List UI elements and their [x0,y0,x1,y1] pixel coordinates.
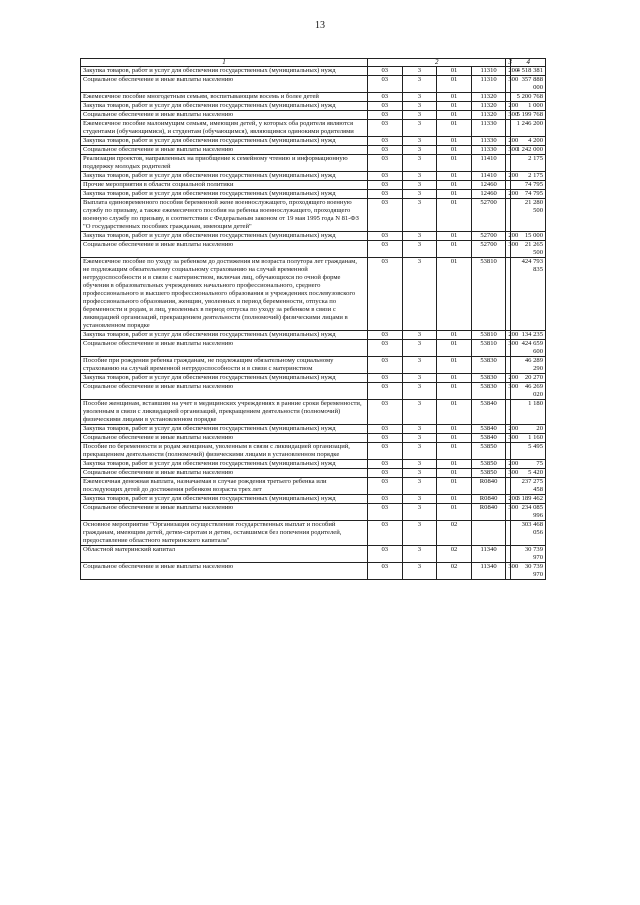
row-target-code: 12460 [471,190,506,199]
row-amount: 357 888 000 [511,76,546,93]
row-subsection: 3 [402,521,437,546]
table-header-row [81,59,546,67]
row-target-code: 11320 [471,111,506,120]
row-amount: 21 280 500 [511,199,546,232]
row-program: 01 [437,340,472,357]
table-row [81,469,546,478]
row-amount: 30 739 970 [511,546,546,563]
row-target-code: R0840 [471,495,506,504]
row-program: 01 [437,478,472,495]
row-expense-type: 300 [506,434,511,443]
row-name: Закупка товаров, работ и услуг для обеспечения государственных (муниципальных) нужд [81,172,368,181]
row-program: 01 [437,137,472,146]
row-target-code: R0840 [471,478,506,495]
table-row [81,340,546,357]
row-name: Социальное обеспечение и иные выплаты населению [81,146,368,155]
row-name: Закупка товаров, работ и услуг для обеспечения государственных (муниципальных) нужд [81,425,368,434]
table-row [81,383,546,400]
row-name: Пособие при рождении ребенка гражданам, не подлежащим обязательному социальному страхованию на случай временной нетрудоспособности и в связи с материнством [81,357,368,374]
table-row [81,111,546,120]
row-expense-type: 200 [506,190,511,199]
row-expense-type: 200 [506,172,511,181]
row-subsection: 3 [402,443,437,460]
row-subsection: 3 [402,495,437,504]
table-row [81,258,546,331]
row-name: Прочие мероприятия в области социальной политики [81,181,368,190]
row-expense-type: 200 [506,232,511,241]
row-amount: 5 200 768 [511,93,546,102]
header-col-3: 3 [506,59,511,67]
row-name: Социальное обеспечение и иные выплаты населению [81,383,368,400]
row-program: 01 [437,93,472,102]
table-row [81,146,546,155]
row-name: Социальное обеспечение и иные выплаты населению [81,434,368,443]
table-row [81,425,546,434]
row-program: 01 [437,434,472,443]
row-amount: 1 242 000 [511,146,546,155]
row-name: Закупка товаров, работ и услуг для обеспечения государственных (муниципальных) нужд [81,495,368,504]
table-row [81,400,546,425]
table-row [81,460,546,469]
row-section: 03 [368,504,403,521]
row-program: 01 [437,460,472,469]
row-subsection: 3 [402,241,437,258]
row-expense-type: 200 [506,374,511,383]
row-expense-type: 300 [506,111,511,120]
row-name: Закупка товаров, работ и услуг для обеспечения государственных (муниципальных) нужд [81,67,368,76]
row-subsection: 3 [402,469,437,478]
row-target-code: 52700 [471,199,506,232]
row-target-code: 53830 [471,374,506,383]
row-subsection: 3 [402,258,437,331]
row-section: 03 [368,340,403,357]
budget-table [80,58,546,580]
row-subsection: 3 [402,199,437,232]
row-amount: 4 518 381 [511,67,546,76]
row-amount: 5 495 [511,443,546,460]
row-section: 03 [368,478,403,495]
row-amount: 234 085 996 [511,504,546,521]
row-amount: 30 739 970 [511,563,546,580]
row-expense-type: 300 [506,383,511,400]
row-expense-type: 300 [506,563,511,580]
table-row [81,190,546,199]
row-expense-type: 300 [506,76,511,93]
row-program: 01 [437,190,472,199]
row-name: Закупка товаров, работ и услуг для обеспечения государственных (муниципальных) нужд [81,232,368,241]
row-name: Социальное обеспечение и иные выплаты населению [81,504,368,521]
row-expense-type: 300 [506,469,511,478]
table-row [81,137,546,146]
row-program: 01 [437,232,472,241]
row-name: Социальное обеспечение и иные выплаты населению [81,241,368,258]
row-target-code: 52700 [471,241,506,258]
row-name: Областной материнский капитал [81,546,368,563]
row-subsection: 3 [402,93,437,102]
row-subsection: 3 [402,146,437,155]
row-expense-type: 200 [506,425,511,434]
row-name: Пособие по беременности и родам женщинам, уволенным в связи с ликвидацией организаций, прекращением деятельности (полномочий) физическими лицами в установленном порядке [81,443,368,460]
row-expense-type: 200 [506,495,511,504]
row-program: 01 [437,241,472,258]
row-target-code: 53830 [471,357,506,374]
row-name: Социальное обеспечение и иные выплаты населению [81,469,368,478]
table-row [81,76,546,93]
row-subsection: 3 [402,563,437,580]
row-section: 03 [368,199,403,232]
row-target-code: 53810 [471,258,506,331]
row-program: 02 [437,563,472,580]
row-section: 03 [368,172,403,181]
row-name: Закупка товаров, работ и услуг для обеспечения государственных (муниципальных) нужд [81,460,368,469]
row-target-code: 53810 [471,331,506,340]
row-section: 03 [368,434,403,443]
row-section: 03 [368,120,403,137]
row-section: 03 [368,76,403,93]
row-amount: 75 [511,460,546,469]
row-subsection: 3 [402,331,437,340]
row-program: 01 [437,258,472,331]
row-section: 03 [368,460,403,469]
row-program: 01 [437,181,472,190]
table-row [81,120,546,137]
page-number: 13 [315,20,325,31]
row-name: Ежемесячная денежная выплата, назначаемая в случае рождения третьего ребенка или последующих детей до достижения ребенком возраста трех лет [81,478,368,495]
table-row [81,357,546,374]
row-section: 03 [368,102,403,111]
row-amount: 4 200 [511,137,546,146]
row-target-code: 11310 [471,67,506,76]
row-amount: 1 246 200 [511,120,546,137]
row-target-code: 53840 [471,425,506,434]
row-name: Закупка товаров, работ и услуг для обеспечения государственных (муниципальных) нужд [81,137,368,146]
row-expense-type: 200 [506,137,511,146]
row-expense-type: 200 [506,67,511,76]
row-program: 01 [437,111,472,120]
row-section: 03 [368,146,403,155]
row-name: Закупка товаров, работ и услуг для обеспечения государственных (муниципальных) нужд [81,102,368,111]
row-expense-type: 200 [506,460,511,469]
row-subsection: 3 [402,460,437,469]
row-program: 01 [437,146,472,155]
row-name: Социальное обеспечение и иные выплаты населению [81,563,368,580]
row-expense-type: 200 [506,102,511,111]
row-section: 03 [368,521,403,546]
row-expense-type: 300 [506,241,511,258]
row-target-code: 11310 [471,76,506,93]
table-row [81,181,546,190]
row-amount: 74 795 [511,190,546,199]
row-subsection: 3 [402,425,437,434]
row-target-code: 11340 [471,546,506,563]
row-amount: 20 [511,425,546,434]
row-section: 03 [368,155,403,172]
row-expense-type: 300 [506,340,511,357]
row-amount: 46 289 290 [511,357,546,374]
row-section: 03 [368,400,403,425]
row-program: 01 [437,102,472,111]
row-subsection: 3 [402,478,437,495]
row-amount: 424 659 600 [511,340,546,357]
row-target-code: 53850 [471,469,506,478]
row-target-code: 11330 [471,137,506,146]
row-name: Закупка товаров, работ и услуг для обеспечения государственных (муниципальных) нужд [81,374,368,383]
row-target-code [471,521,506,546]
row-section: 03 [368,425,403,434]
row-name: Выплата единовременного пособия беременной жене военнослужащего, проходящего военную службу по призыву, а также ежемесячного пособия на ребенка военнослужащего, проходящего военную службу по призыву, в соответствии с Федеральным законом от 19 мая 1995 года N 81-ФЗ "О государственных пособиях гражданам, имеющим детей" [81,199,368,232]
row-subsection: 3 [402,357,437,374]
row-subsection: 3 [402,374,437,383]
row-section: 03 [368,67,403,76]
header-col-1: 1 [81,59,368,67]
table-row [81,67,546,76]
row-target-code: 11330 [471,146,506,155]
row-target-code: 53850 [471,443,506,460]
row-subsection: 3 [402,172,437,181]
row-amount: 2 175 [511,155,546,172]
row-section: 03 [368,374,403,383]
row-section: 03 [368,331,403,340]
header-col-2: 2 [368,59,506,67]
table-row [81,495,546,504]
row-program: 01 [437,400,472,425]
row-program: 02 [437,546,472,563]
row-amount: 3 189 462 [511,495,546,504]
row-target-code: 53840 [471,400,506,425]
table-row [81,478,546,495]
row-section: 03 [368,469,403,478]
table-row [81,155,546,172]
row-target-code: 12460 [471,181,506,190]
row-amount: 1 000 [511,102,546,111]
row-subsection: 3 [402,383,437,400]
row-amount: 1 180 [511,400,546,425]
row-subsection: 3 [402,190,437,199]
row-subsection: 3 [402,232,437,241]
row-section: 03 [368,357,403,374]
row-amount: 134 235 [511,331,546,340]
row-target-code: 53840 [471,434,506,443]
row-subsection: 3 [402,181,437,190]
row-subsection: 3 [402,137,437,146]
row-target-code: 11320 [471,93,506,102]
row-name: Закупка товаров, работ и услуг для обеспечения государственных (муниципальных) нужд [81,190,368,199]
row-target-code: 11410 [471,155,506,172]
row-target-code: 52700 [471,232,506,241]
row-program: 01 [437,67,472,76]
row-name: Пособие женщинам, вставшим на учет в медицинских учреждениях в ранние сроки беременности, уволенным в связи с ликвидацией организаций, прекращением деятельности (полномочий) физическими лицами в установленном порядке [81,400,368,425]
row-subsection: 3 [402,76,437,93]
row-amount: 15 000 [511,232,546,241]
row-target-code: 53830 [471,383,506,400]
row-name: Реализация проектов, направленных на приобщение к семейному чтению и информационную поддержку молодых родителей [81,155,368,172]
row-section: 03 [368,495,403,504]
row-program: 01 [437,172,472,181]
row-program: 01 [437,155,472,172]
row-subsection: 3 [402,111,437,120]
table-row [81,331,546,340]
row-amount: 2 175 [511,172,546,181]
table-row [81,102,546,111]
row-subsection: 3 [402,155,437,172]
row-section: 03 [368,383,403,400]
row-program: 01 [437,199,472,232]
row-target-code: 53810 [471,340,506,357]
row-program: 02 [437,521,472,546]
table-row [81,93,546,102]
row-section: 03 [368,93,403,102]
header-col-4: 4 [511,59,546,67]
row-section: 03 [368,232,403,241]
row-name: Основное мероприятие "Организация осуществления государственных выплат и пособий гражданам, имеющим детей, детям-сиротам и детям, оставшимся без попечения родителей, предоставление областного материнского капитала" [81,521,368,546]
row-section: 03 [368,137,403,146]
row-program: 01 [437,357,472,374]
table-row [81,563,546,580]
row-amount: 1 160 [511,434,546,443]
row-amount: 46 269 020 [511,383,546,400]
row-name: Социальное обеспечение и иные выплаты населению [81,111,368,120]
row-subsection: 3 [402,546,437,563]
row-name: Социальное обеспечение и иные выплаты населению [81,340,368,357]
row-section: 03 [368,181,403,190]
row-amount: 5 199 768 [511,111,546,120]
table-row [81,521,546,546]
row-program: 01 [437,495,472,504]
table-row [81,374,546,383]
row-expense-type: 300 [506,146,511,155]
row-amount: 20 270 [511,374,546,383]
row-name: Ежемесячное пособие малоимущим семьям, имеющим детей, у которых оба родителя являются студентами (обучающимися), и студентам (обучающимся), являющимся одинокими родителями [81,120,368,137]
row-section: 03 [368,563,403,580]
row-target-code: 11320 [471,102,506,111]
row-program: 01 [437,504,472,521]
row-amount: 237 275 458 [511,478,546,495]
row-subsection: 3 [402,340,437,357]
row-program: 01 [437,120,472,137]
row-name: Ежемесячное пособие многодетным семьям, воспитывающим восемь и более детей [81,93,368,102]
row-program: 01 [437,425,472,434]
row-target-code: 11410 [471,172,506,181]
table-row [81,434,546,443]
row-subsection: 3 [402,67,437,76]
row-section: 03 [368,546,403,563]
row-program: 01 [437,443,472,460]
table-row [81,546,546,563]
row-section: 03 [368,190,403,199]
row-name: Ежемесячное пособие по уходу за ребенком до достижения им возраста полутора лет гражданам, не подлежащим обязательному социальному страхованию на случай временной нетрудоспособности и в связи с материнством, включая лиц, обучающихся по очной форме обучения в образовательных учреждениях начального профессионального, среднего профессионального и высшего профессионального образования и учреждениях послевузовского профессионального образования, женщин, уволенных в период беременности, отпуска по беременности и родам, и лиц, уволенных в период отпуска по уходу за ребенком в связи с ликвидацией организаций, прекращением деятельности (полномочий) физическими лицами в установленном порядке [81,258,368,331]
row-amount: 5 420 [511,469,546,478]
row-section: 03 [368,241,403,258]
row-expense-type: 300 [506,504,511,521]
row-amount: 21 265 500 [511,241,546,258]
row-program: 01 [437,383,472,400]
row-subsection: 3 [402,102,437,111]
table-row [81,443,546,460]
row-subsection: 3 [402,434,437,443]
table-row [81,504,546,521]
row-amount: 74 795 [511,181,546,190]
table-row [81,241,546,258]
row-name: Закупка товаров, работ и услуг для обеспечения государственных (муниципальных) нужд [81,331,368,340]
row-program: 01 [437,469,472,478]
row-program: 01 [437,331,472,340]
row-subsection: 3 [402,120,437,137]
row-target-code: 11330 [471,120,506,137]
row-section: 03 [368,443,403,460]
row-expense-type: 200 [506,331,511,340]
row-target-code: R0840 [471,504,506,521]
row-name: Социальное обеспечение и иные выплаты населению [81,76,368,93]
row-subsection: 3 [402,400,437,425]
row-target-code: 53850 [471,460,506,469]
row-program: 01 [437,374,472,383]
row-amount: 424 793 835 [511,258,546,331]
table-row [81,232,546,241]
row-program: 01 [437,76,472,93]
row-section: 03 [368,258,403,331]
row-section: 03 [368,111,403,120]
row-target-code: 11340 [471,563,506,580]
row-amount: 303 468 056 [511,521,546,546]
table-row [81,199,546,232]
row-subsection: 3 [402,504,437,521]
table-row [81,172,546,181]
